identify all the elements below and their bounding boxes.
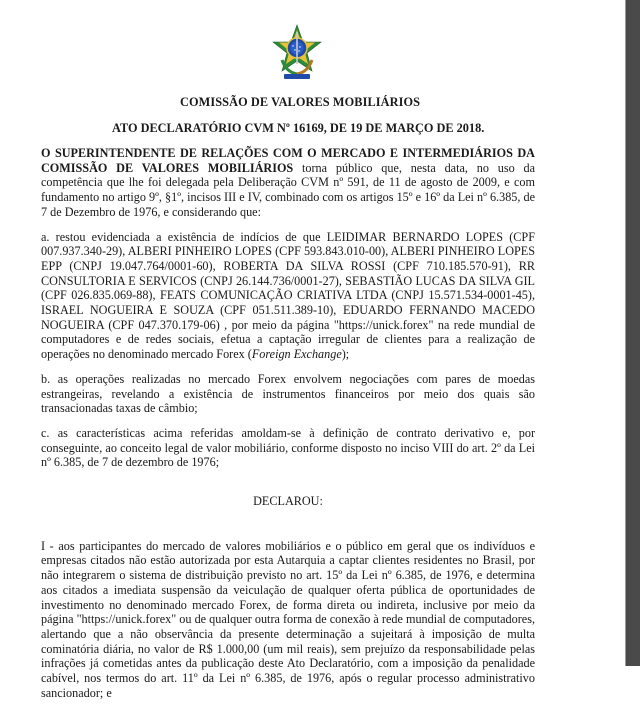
item-c: c. as características acima referidas amoldam-se à definição de contrato derivativo e, por conseguinte, ao conceito legal de valor mobiliário, conforme disposto no inciso VIII do art. 2º da Lei nº 6.385, de 7 de dezembro de 1976; bbox=[41, 425, 535, 470]
intro-text: torna público que, nesta data, no uso da competência que lhe foi delegada pela Deliberação CVM nº 591, de 11 de agosto de 2009, e com fundamento no artigo 9º, §1º, incisos III e IV, combinado com os artigos 15º e 16º da Lei nº 6.385, de 7 de Dezembro de 1976, e considerando que: bbox=[41, 160, 535, 219]
organization-heading: COMISSÃO DE VALORES MOBILIÁRIOS bbox=[180, 95, 421, 109]
declarou-heading: DECLAROU: bbox=[253, 494, 323, 509]
item-a-italic: Foreign Exchange bbox=[251, 347, 342, 362]
act-title: ATO DECLARATÓRIO CVM Nº 16169, DE 19 DE MARÇO DE 2018. bbox=[112, 121, 485, 135]
viewer-background bbox=[626, 0, 640, 666]
document-body bbox=[41, 146, 535, 711]
item-b: b. as operações realizadas no mercado Forex envolvem negociações com pares de moedas estrangeiras, revelando a existência de instrumentos financeiros por meio dos quais são transacionadas taxas de câmbio; bbox=[41, 371, 535, 416]
item-a-end: ); bbox=[341, 347, 350, 362]
item-a bbox=[41, 230, 535, 362]
item-a-text: a. restou evidenciada a existência de indícios de que LEIDIMAR BERNARDO LOPES (CPF 007.937.340-29), ALBERI PINHEIRO LOPES (CPF 593.843.010-00), ALBERI PINHEIRO LOPES EPP (CNPJ 19.047.764/0001-60), ROBERTA DA SILVA ROSSI (CPF 710.185.570-91), RR CONSULTORIA E SERVICOS (CNPJ 26.144.736/0001-27), SEBASTIÃO LUCAS DA SILVA GIL (CPF 026.835.069-88), FEATS COMUNICAÇÃO CRIATIVA LTDA (CNPJ 15.571.534-0001-45), ISRAEL NOGUEIRA E SOUZA (CPF 051.511.389-10), EDUARDO FERNANDO MACEDO NOGUEIRA (CPF 047.370.179-06) , por meio da página "https://unick.forex" na rede mundial de computadores e de redes sociais, efetua a captação irregular de clientes para a realização de operações no denominado mercado Forex ( bbox=[41, 229, 535, 362]
brazil-coat-of-arms-icon bbox=[272, 24, 322, 82]
clause-i: I - aos participantes do mercado de valores mobiliários e o público em geral que os indivíduos e empresas citados não estão autorizada por esta Autarquia a captar clientes residentes no Brasil, por não integrarem o sistema de distribuição previsto no art. 15º da Lei nº 6.385, de 1976, e determina aos citados a imediata suspensão da veiculação de qualquer oferta pública de oportunidades de investimento no denominado mercado Forex, de forma direta ou indireta, inclusive por meio da página "https://unick.forex" ou de qualquer outra forma de conexão à rede mundial de computadores, alertando que a não observância da presente determinação a sujeitará à imposição de multa cominatória diária, no valor de R$ 1.000,00 (um mil reais), sem prejuízo da responsabilidade pelas infrações já cometidas antes da publicação deste Ato Declaratório, com a imposição da penalidade cabível, nos termos do art. 11º da Lei nº 6.385, de 1976, após o regular processo administrativo sancionador; e bbox=[41, 538, 535, 700]
intro-paragraph bbox=[41, 146, 535, 220]
intro-lead: O SUPERINTENDENTE DE RELAÇÕES COM O MERCADO E INTERMEDIÁRIOS DA COMISSÃO DE VALORES MOBILIÁRIOS bbox=[41, 146, 535, 175]
